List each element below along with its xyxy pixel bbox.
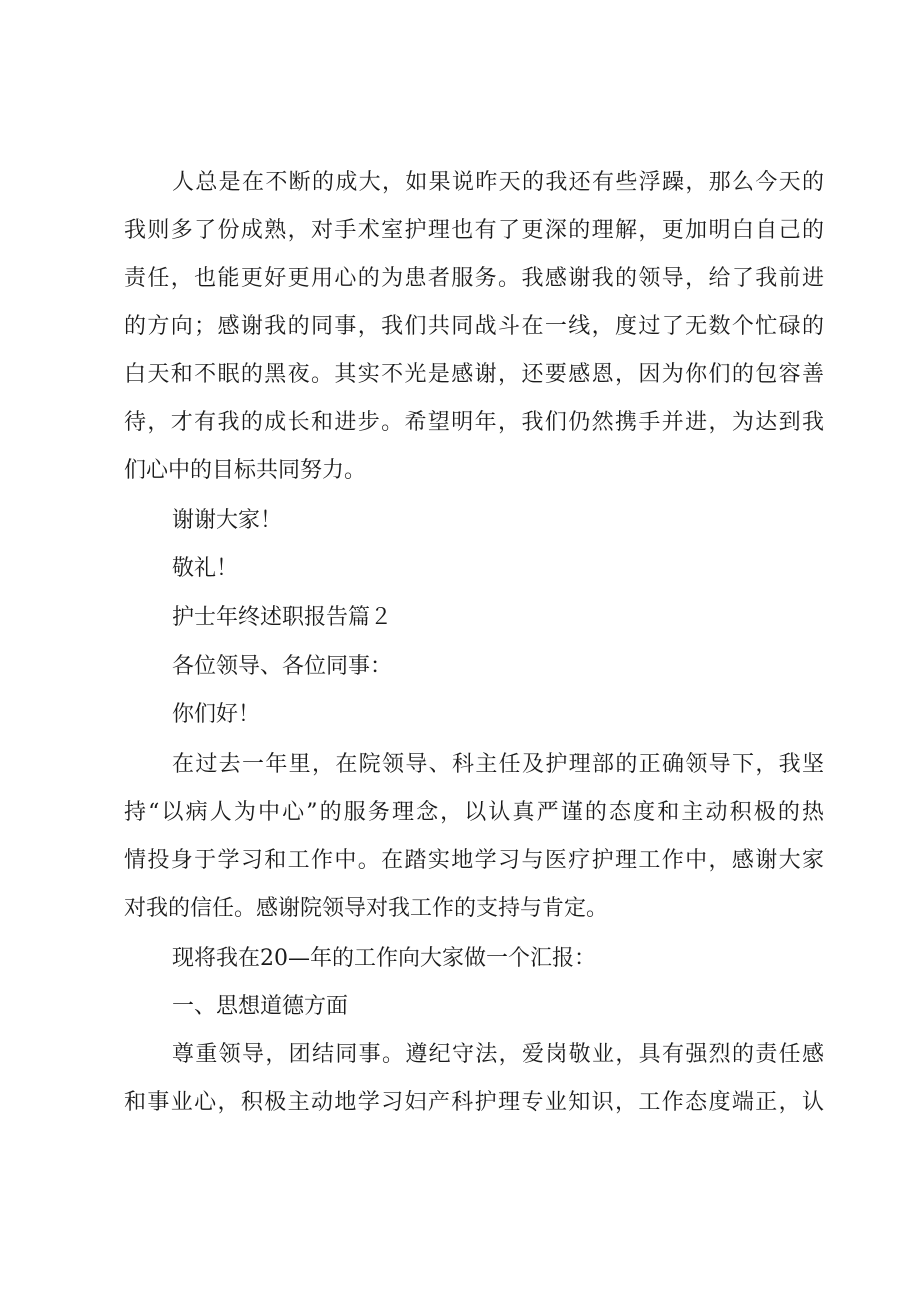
paragraph-2-line-4: 对我的信任。感谢院领导对我工作的支持与肯定。 bbox=[124, 896, 609, 921]
paragraph-1-line-3: 责任，也能更好更用心的为患者服务。我感谢我的领导，给了我前进 bbox=[124, 266, 824, 291]
paragraph-3-line-2: 和事业心，积极主动地学习妇产科护理专业知识，工作态度端正，认 bbox=[124, 1090, 824, 1115]
greeting-hello: 你们好！ bbox=[172, 702, 261, 727]
paragraph-1-line-6: 待，才有我的成长和进步。希望明年，我们仍然携手并进，为达到我 bbox=[124, 410, 824, 435]
heading-ideology-morality: 一、思想道德方面 bbox=[172, 994, 349, 1019]
paragraph-1-line-7: 们心中的目标共同努力。 bbox=[124, 458, 367, 483]
section-title: 护士年终述职报告篇２ bbox=[172, 605, 393, 630]
paragraph-2-line-3: 情投身于学习和工作中。在踏实地学习与医疗护理工作中，感谢大家 bbox=[124, 848, 824, 873]
paragraph-1-line-2: 我则多了份成熟，对手术室护理也有了更深的理解，更加明白自己的 bbox=[124, 218, 824, 243]
paragraph-1-line-1: 人总是在不断的成大，如果说昨天的我还有些浮躁，那么今天的 bbox=[172, 170, 824, 195]
paragraph-2-line-2: 持“以病人为中心”的服务理念，以认真严谨的态度和主动积极的热 bbox=[124, 800, 824, 825]
paragraph-2-line-1: 在过去一年里，在院领导、科主任及护理部的正确领导下，我坚 bbox=[172, 752, 824, 777]
salute-line: 敬礼！ bbox=[172, 556, 239, 581]
report-intro: 现将我在20—年的工作向大家做一个汇报： bbox=[172, 946, 596, 971]
greeting-recipients: 各位领导、各位同事： bbox=[172, 654, 393, 679]
paragraph-1-line-5: 白天和不眠的黑夜。其实不光是感谢，还要感恩，因为你们的包容善 bbox=[124, 362, 824, 387]
thanks-line: 谢谢大家！ bbox=[172, 508, 283, 533]
paragraph-1-line-4: 的方向；感谢我的同事，我们共同战斗在一线，度过了无数个忙碌的 bbox=[124, 314, 824, 339]
paragraph-3-line-1: 尊重领导，团结同事。遵纪守法，爱岗敬业，具有强烈的责任感 bbox=[172, 1042, 824, 1067]
